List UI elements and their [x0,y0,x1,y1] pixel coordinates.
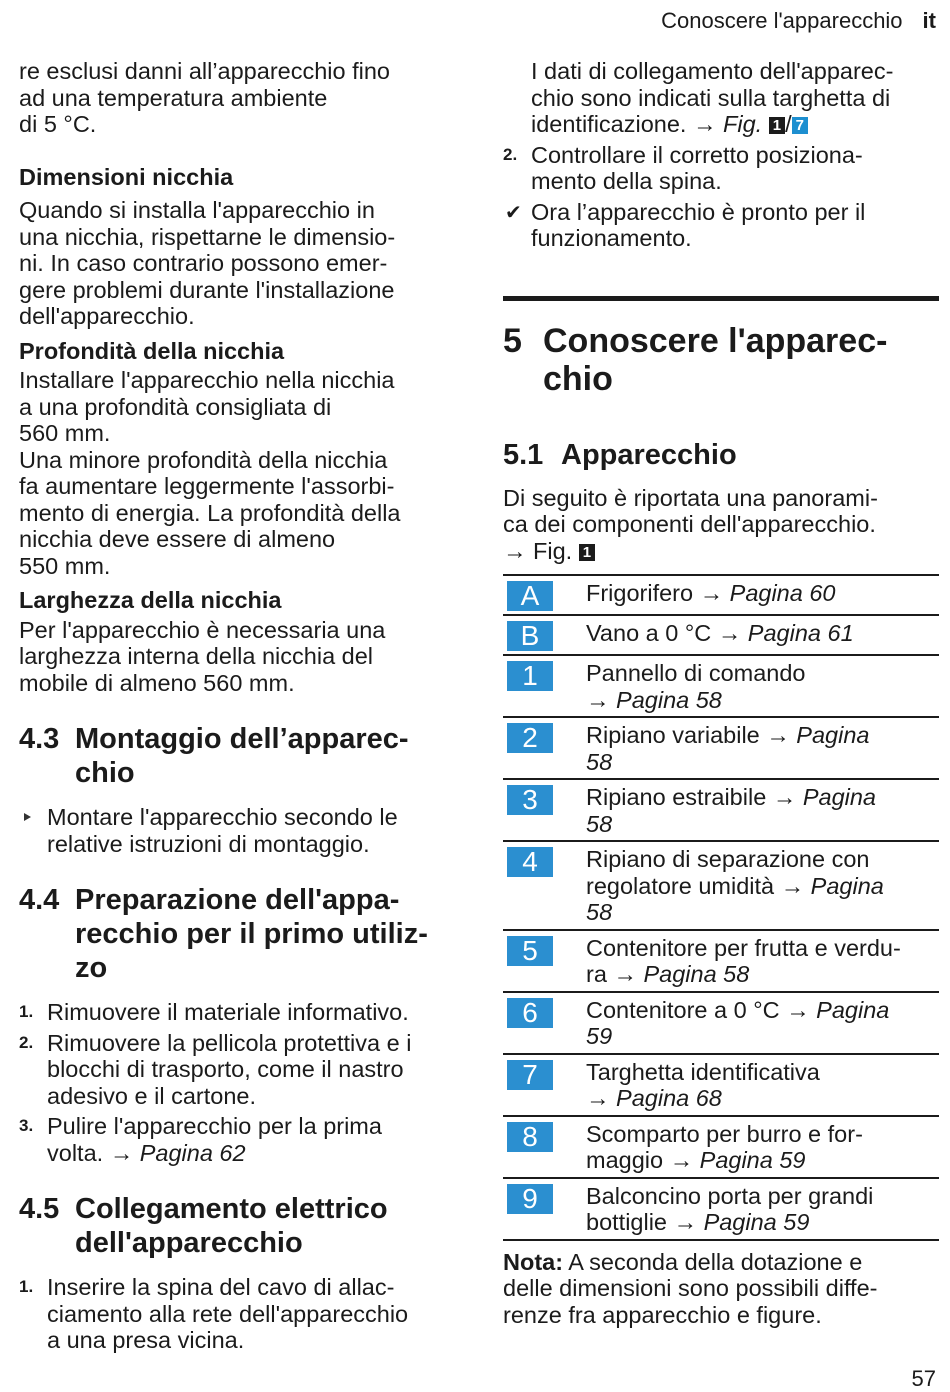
component-description: Ripiano estraibile → Pagina 58 [586,779,939,841]
figure-badge-7: 7 [792,117,808,134]
component-description: Pannello di comando → Pagina 58 [586,655,939,717]
component-description: Ripiano variabile → Pagina 58 [586,717,939,779]
checkmark-icon: ✔ [505,201,522,224]
page-reference[interactable]: Pagina 59 [699,1147,806,1173]
component-key: 2 [507,723,553,753]
list-item: 2. Controllare il corretto posiziona- mento della spina. [503,141,863,194]
header-title: Conoscere l'apparecchio [661,8,903,33]
niche-depth-heading: Profondità della nicchia [19,337,285,364]
table-row [503,1116,939,1178]
list-item: 1. Rimuovere il materiale informativo. [19,999,409,1025]
section-4-5-heading: 4.5 Collegamento elettrico dell'apparecchio [19,1193,388,1259]
note-label: Nota: [503,1248,564,1275]
section-4-3-heading: 4.3 Montaggio dell’apparec- chio [19,723,409,789]
table-row [503,841,939,930]
page-reference[interactable]: Pagina 68 [616,1085,722,1111]
section-4-5-steps-continued [503,58,938,252]
components-table [503,574,939,1241]
page-reference[interactable]: Pagina 58 [616,686,722,713]
component-key: 1 [507,661,553,691]
niche-dimensions-text: Quando si installa l'apparecchio in una nicchia, rispettarne le dimensio- ni. In caso contrario possono emer- gere problemi durante l'installazione dell'apparecchio. [19,197,396,329]
component-description: Frigorifero → Pagina 60 [586,575,939,615]
niche-width-heading: Larghezza della nicchia [19,587,282,613]
left-column [19,58,459,1354]
table-row [503,575,939,615]
component-key: B [507,621,553,651]
page-reference[interactable]: Pagina [816,996,890,1023]
component-description: Scomparto per burro e for- maggio → Pagina 59 [586,1116,939,1178]
running-header [661,8,936,34]
figure-reference[interactable]: Fig. [723,111,763,137]
table-row [503,717,939,779]
intro-paragraph: re esclusi danni all’apparecchio fino ad una temperatura ambiente di 5 °C. [19,58,390,137]
table-row [503,992,939,1054]
component-key: 7 [507,1060,553,1090]
page-reference[interactable]: Pagina 61 [747,620,854,646]
figure-badge-1: 1 [769,117,785,134]
page-reference[interactable]: Pagina 60 [729,580,836,606]
page-reference[interactable]: Pagina 59 [703,1209,810,1235]
component-key: 6 [507,998,553,1028]
component-key: 5 [507,936,553,966]
header-language: it [922,8,936,33]
result-item: ✔ Ora l’apparecchio è pronto per il funzionamento. [505,198,866,251]
niche-width-text: Per l'apparecchio è necessaria una larghezza interna della nicchia del mobile di almeno 560 mm. [19,616,386,696]
table-row [503,655,939,717]
chapter-5-heading: 5 Conoscere l'apparec- chio [503,321,888,398]
page-number: 57 [911,1366,936,1391]
niche-dimensions-heading: Dimensioni nicchia [19,163,234,190]
list-item: I dati di collegamento dell'apparec- chio sono indicati sulla targhetta di identificazione. → Fig. 1 / 7 [531,58,894,137]
component-key: 4 [507,847,553,877]
component-key: 8 [507,1122,553,1152]
section-5-1-heading: 5.1 Apparecchio [503,438,737,471]
table-row [503,930,939,992]
table-row [503,615,939,655]
section-4-5-steps [19,1274,459,1354]
note-paragraph: Nota: A seconda della dotazione e delle dimensioni sono possibili diffe- renze fra apparecchio e figure. [503,1248,878,1328]
figure-badge-1: 1 [579,544,595,561]
component-key: 9 [507,1184,553,1214]
bullet-triangle-icon [24,813,31,821]
page-reference[interactable]: Pagina 62 [139,1139,246,1166]
section-4-4-heading: 4.4 Preparazione dell'appa- recchio per il primo utiliz- zo [19,884,428,984]
component-description: Contenitore per frutta e verdu- ra → Pagina 58 [586,930,939,992]
page-reference[interactable]: Pagina [802,784,877,810]
component-description: Vano a 0 °C → Pagina 61 [586,615,939,655]
list-item: 3. Pulire l'apparecchio per la prima volta. → Pagina 62 [19,1113,382,1166]
table-row [503,779,939,841]
component-description: Targhetta identificativa → Pagina 68 [586,1054,939,1116]
chapter-divider [503,296,939,301]
table-row [503,1054,939,1116]
section-4-3-list [19,804,459,857]
page-reference[interactable]: Pagina [810,872,884,899]
list-item: 1. Inserire la spina del cavo di allac- ciamento alla rete dell'apparecchio a una presa vicina. [19,1274,409,1353]
table-row [503,1178,939,1240]
right-column [503,58,938,1328]
component-key: 3 [507,785,553,815]
section-4-4-steps [19,999,459,1166]
component-key: A [507,581,553,611]
page-reference[interactable]: Pagina 58 [643,961,750,987]
component-description: Contenitore a 0 °C → Pagina 59 [586,992,939,1054]
page-reference[interactable]: Pagina [796,722,870,748]
niche-depth-text: Installare l'apparecchio nella nicchia a una profondità consigliata di 560 mm. Una minore profondità della nicchia fa aumentare leggermente l'assorbi- mento di energia. La profondità della nicchia deve essere di almeno 550 mm. [19,367,401,579]
list-item: Montare l'apparecchio secondo le relative istruzioni di montaggio. [19,804,459,857]
section-5-1-text: Di seguito è riportata una panorami- ca dei componenti dell'apparecchio. → Fig. 1 [503,484,878,564]
component-description: Ripiano di separazione con regolatore umidità → Pagina 58 [586,841,939,930]
component-description: Balconcino porta per grandi bottiglie → Pagina 59 [586,1178,939,1240]
list-item: 2. Rimuovere la pellicola protettiva e i blocchi di trasporto, come il nastro adesivo e il cartone. [19,1029,412,1109]
